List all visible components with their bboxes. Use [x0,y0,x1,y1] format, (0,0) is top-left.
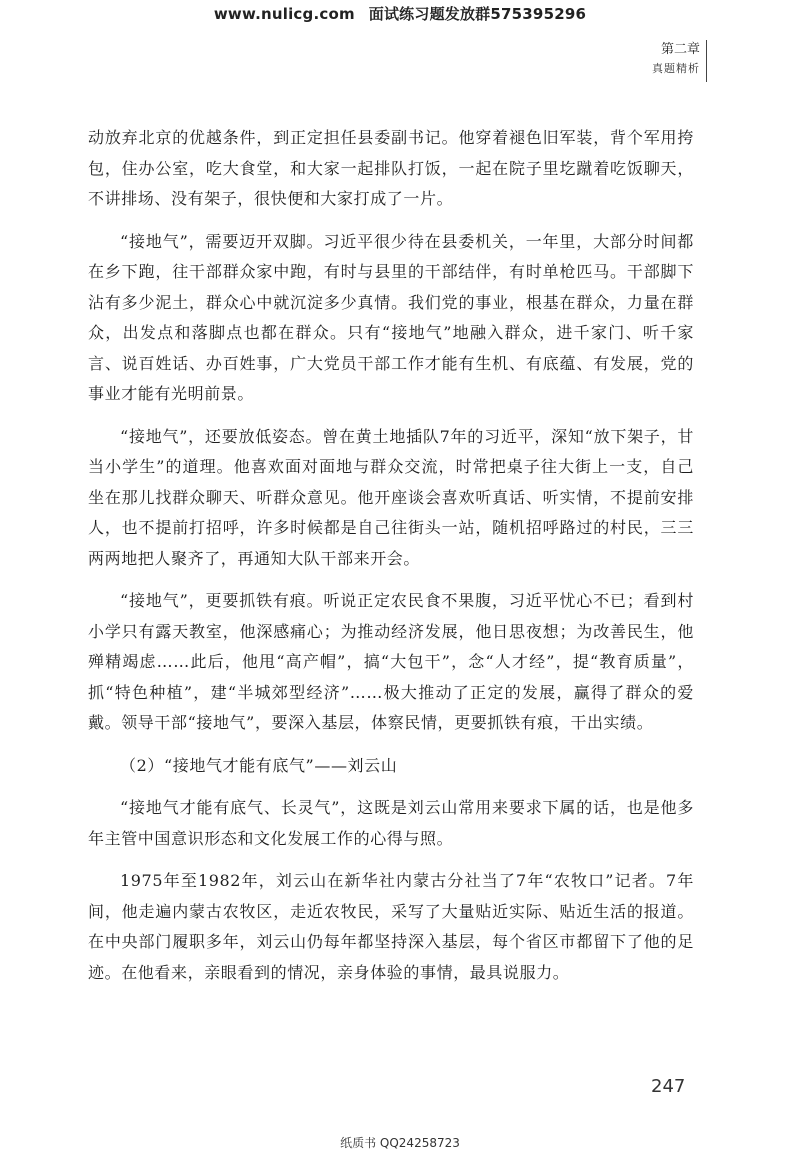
watermark-text: 面试练习题发放群575395296 [368,5,587,23]
body-text [88,123,694,1000]
chapter-subtitle: 真题精析 [652,62,700,75]
watermark-banner [0,3,800,24]
chapter-header [652,40,700,78]
paragraph: 1975年至1982年，刘云山在新华社内蒙古分社当了7年“农牧口”记者。7年间，他走遍内蒙古农牧区，走近农牧民，采写了大量贴近实际、贴近生活的报道。在中央部门履职多年，刘云山仍每年都坚持深入基层，每个省区市都留下了他的足迹。在他看来，亲眼看到的情况，亲身体验的事情，最具说服力。 [88,871,694,982]
paragraph: 动放弃北京的优越条件，到正定担任县委副书记。他穿着褪色旧军装，背个军用挎包，住办公室，吃大食堂，和大家一起排队打饭，一起在院子里圪蹴着吃饭聊天，不讲排场、没有架子，很快便和大家打成了一片。 [88,128,694,208]
paragraph: “接地气”，更要抓铁有痕。听说正定农民食不果腹，习近平忧心不已；看到村小学只有露天教室，他深感痛心；为推动经济发展，他日思夜想；为改善民生，他殚精竭虑……此后，他甩“高产帽”，搞“大包干”，念“人才经”，提“教育质量”，抓“特色种植”，建“半城郊型经济”……极大推动了正定的发展，赢得了群众的爱戴。领导干部“接地气”，要深入基层，体察民情，更要抓铁有痕，干出实绩。 [88,591,694,732]
footer-stamp: 纸质书 QQ24258723 [340,1136,460,1150]
section-heading: （2）“接地气才能有底气”——刘云山 [120,755,398,775]
paragraph: “接地气”，还要放低姿态。曾在黄土地插队7年的习近平，深知“放下架子，甘当小学生”的道理。他喜欢面对面地与群众交流，时常把桌子往大街上一支，自己坐在那儿找群众聊天、听群众意见。他开座谈会喜欢听真话、听实情，不提前安排人，也不提前打招呼，许多时候都是自己往街头一站，随机招呼路过的村民，三三两两地把人聚齐了，再通知大队干部来开会。 [88,426,694,568]
chapter-title: 第二章 [660,42,700,57]
header-divider [706,40,707,82]
paragraph: “接地气才能有底气、长灵气”，这既是刘云山常用来要求下属的话，也是他多年主管中国意识形态和文化发展工作的心得与照。 [88,798,694,848]
page-number: 247 [651,1076,686,1097]
paragraph: “接地气”，需要迈开双脚。习近平很少待在县委机关，一年里，大部分时间都在乡下跑，往干部群众家中跑，有时与县里的干部结伴，有时单枪匹马。干部脚下沾有多少泥土，群众心中就沉淀多少真情。我们党的事业，根基在群众，力量在群众，出发点和落脚点也都在群众。只有“接地气”地融入群众，进千家门、听千家言、说百姓话、办百姓事，广大党员干部工作才能有生机、有底蕴、有发展，党的事业才能有光明前景。 [88,231,694,403]
watermark-url: www.nulicg.com [213,5,355,23]
